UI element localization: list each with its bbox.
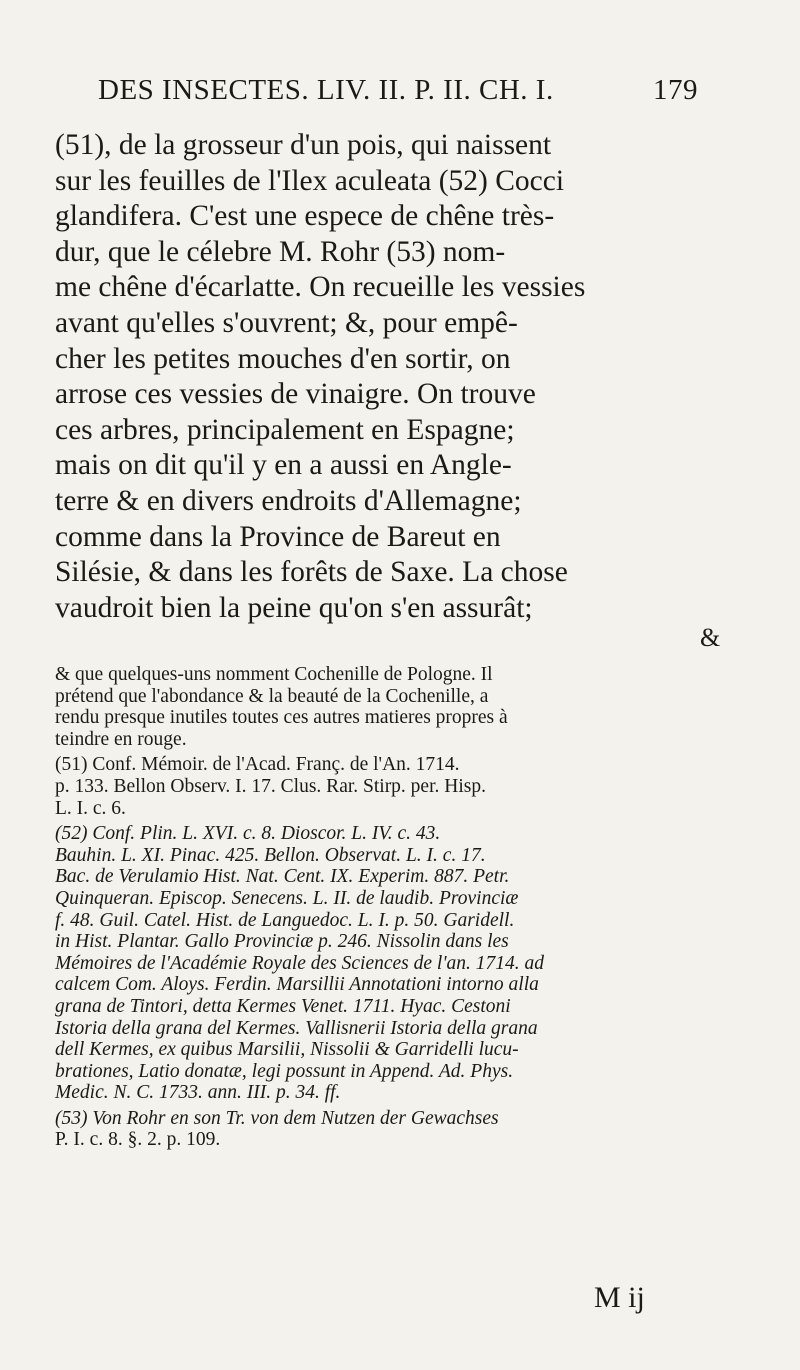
footnote-line: L. I. c. 6. bbox=[55, 797, 126, 819]
footnote-line: teindre en rouge. bbox=[55, 728, 187, 750]
footnote-line: Bauhin. L. XI. Pinac. 425. Bellon. Observat. L. I. c. 17. bbox=[55, 844, 486, 866]
text-line: dur, que le célebre M. Rohr (53) nom- bbox=[55, 235, 506, 268]
footnote-line: dell Kermes, ex quibus Marsilii, Nissolii & Garridelli lucu- bbox=[55, 1039, 519, 1061]
page-number: 179 bbox=[653, 74, 698, 106]
footnote-line: Medic. N. C. 1733. ann. III. p. 34. ff. bbox=[55, 1082, 341, 1104]
footnote-line: (53) Von Rohr en son Tr. von dem Nutzen der Gewachses bbox=[55, 1107, 499, 1129]
text-line: avant qu'elles s'ouvrent; &, pour empê- bbox=[55, 306, 518, 339]
text-line: me chêne d'écarlatte. On recueille les vessies bbox=[55, 271, 586, 304]
footnote-line: Bac. de Verulamio Hist. Nat. Cent. IX. Experim. 887. Petr. bbox=[55, 866, 510, 888]
text-line: sur les feuilles de l'Ilex aculeata (52) Cocci bbox=[55, 164, 565, 197]
footnote-line: Mémoires de l'Académie Royale des Sciences de l'an. 1714. ad bbox=[55, 952, 545, 974]
catchword: & bbox=[700, 623, 721, 652]
footnote-line: Quinqueran. Episcop. Senecens. L. II. de laudib. Provinciæ bbox=[55, 887, 519, 909]
footnote-line: P. I. c. 8. §. 2. p. 109. bbox=[55, 1129, 221, 1151]
text-line: comme dans la Province de Bareut en bbox=[55, 520, 501, 553]
text-line: cher les petites mouches d'en sortir, on bbox=[55, 342, 511, 375]
footnote-line: p. 133. Bellon Observ. I. 17. Clus. Rar. Stirp. per. Hisp. bbox=[55, 775, 486, 797]
footnote-line: prétend que l'abondance & la beauté de la Cochenille, a bbox=[55, 685, 489, 707]
footnote-line: in Hist. Plantar. Gallo Provinciæ p. 246. Nissolin dans les bbox=[55, 931, 509, 953]
signature-mark: M ij bbox=[594, 1281, 645, 1314]
text-line: mais on dit qu'il y en a aussi en Angle- bbox=[55, 449, 512, 482]
main-text bbox=[55, 128, 745, 626]
running-title: DES INSECTES. LIV. II. P. II. CH. I. bbox=[98, 74, 554, 106]
footnotes bbox=[55, 664, 745, 1151]
footnote-line: calcem Com. Aloys. Ferdin. Marsillii Annotationi intorno alla bbox=[55, 974, 539, 996]
footnote-line: (51) Conf. Mémoir. de l'Acad. Franç. de l'An. 1714. bbox=[55, 754, 460, 776]
text-line: vaudroit bien la peine qu'on s'en assurât; bbox=[55, 591, 533, 624]
footnote-line: rendu presque inutiles toutes ces autres matieres propres à bbox=[55, 707, 508, 729]
footnote-line: f. 48. Guil. Catel. Hist. de Languedoc. L. I. p. 50. Garidell. bbox=[55, 909, 515, 931]
text-line: terre & en divers endroits d'Allemagne; bbox=[55, 484, 522, 517]
text-line: Silésie, & dans les forêts de Saxe. La chose bbox=[55, 556, 568, 589]
footnote-line: Istoria della grana del Kermes. Vallisnerii Istoria della grana bbox=[55, 1017, 538, 1039]
text-line: (51), de la grosseur d'un pois, qui naissent bbox=[55, 129, 552, 161]
text-line: glandifera. C'est une espece de chêne très- bbox=[55, 200, 555, 233]
running-header bbox=[98, 74, 698, 118]
footnote-line: grana de Tintori, detta Kermes Venet. 1711. Hyac. Cestoni bbox=[55, 995, 511, 1017]
footnote-line: brationes, Latio donatæ, legi possunt in Append. Ad. Phys. bbox=[55, 1060, 514, 1082]
text-line: ces arbres, principalement en Espagne; bbox=[55, 413, 515, 446]
footnote-line: (52) Conf. Plin. L. XVI. c. 8. Dioscor. L. IV. c. 43. bbox=[55, 823, 441, 845]
footnote-line: & que quelques-uns nomment Cochenille de Pologne. Il bbox=[55, 664, 493, 685]
text-line: arrose ces vessies de vinaigre. On trouve bbox=[55, 378, 536, 411]
